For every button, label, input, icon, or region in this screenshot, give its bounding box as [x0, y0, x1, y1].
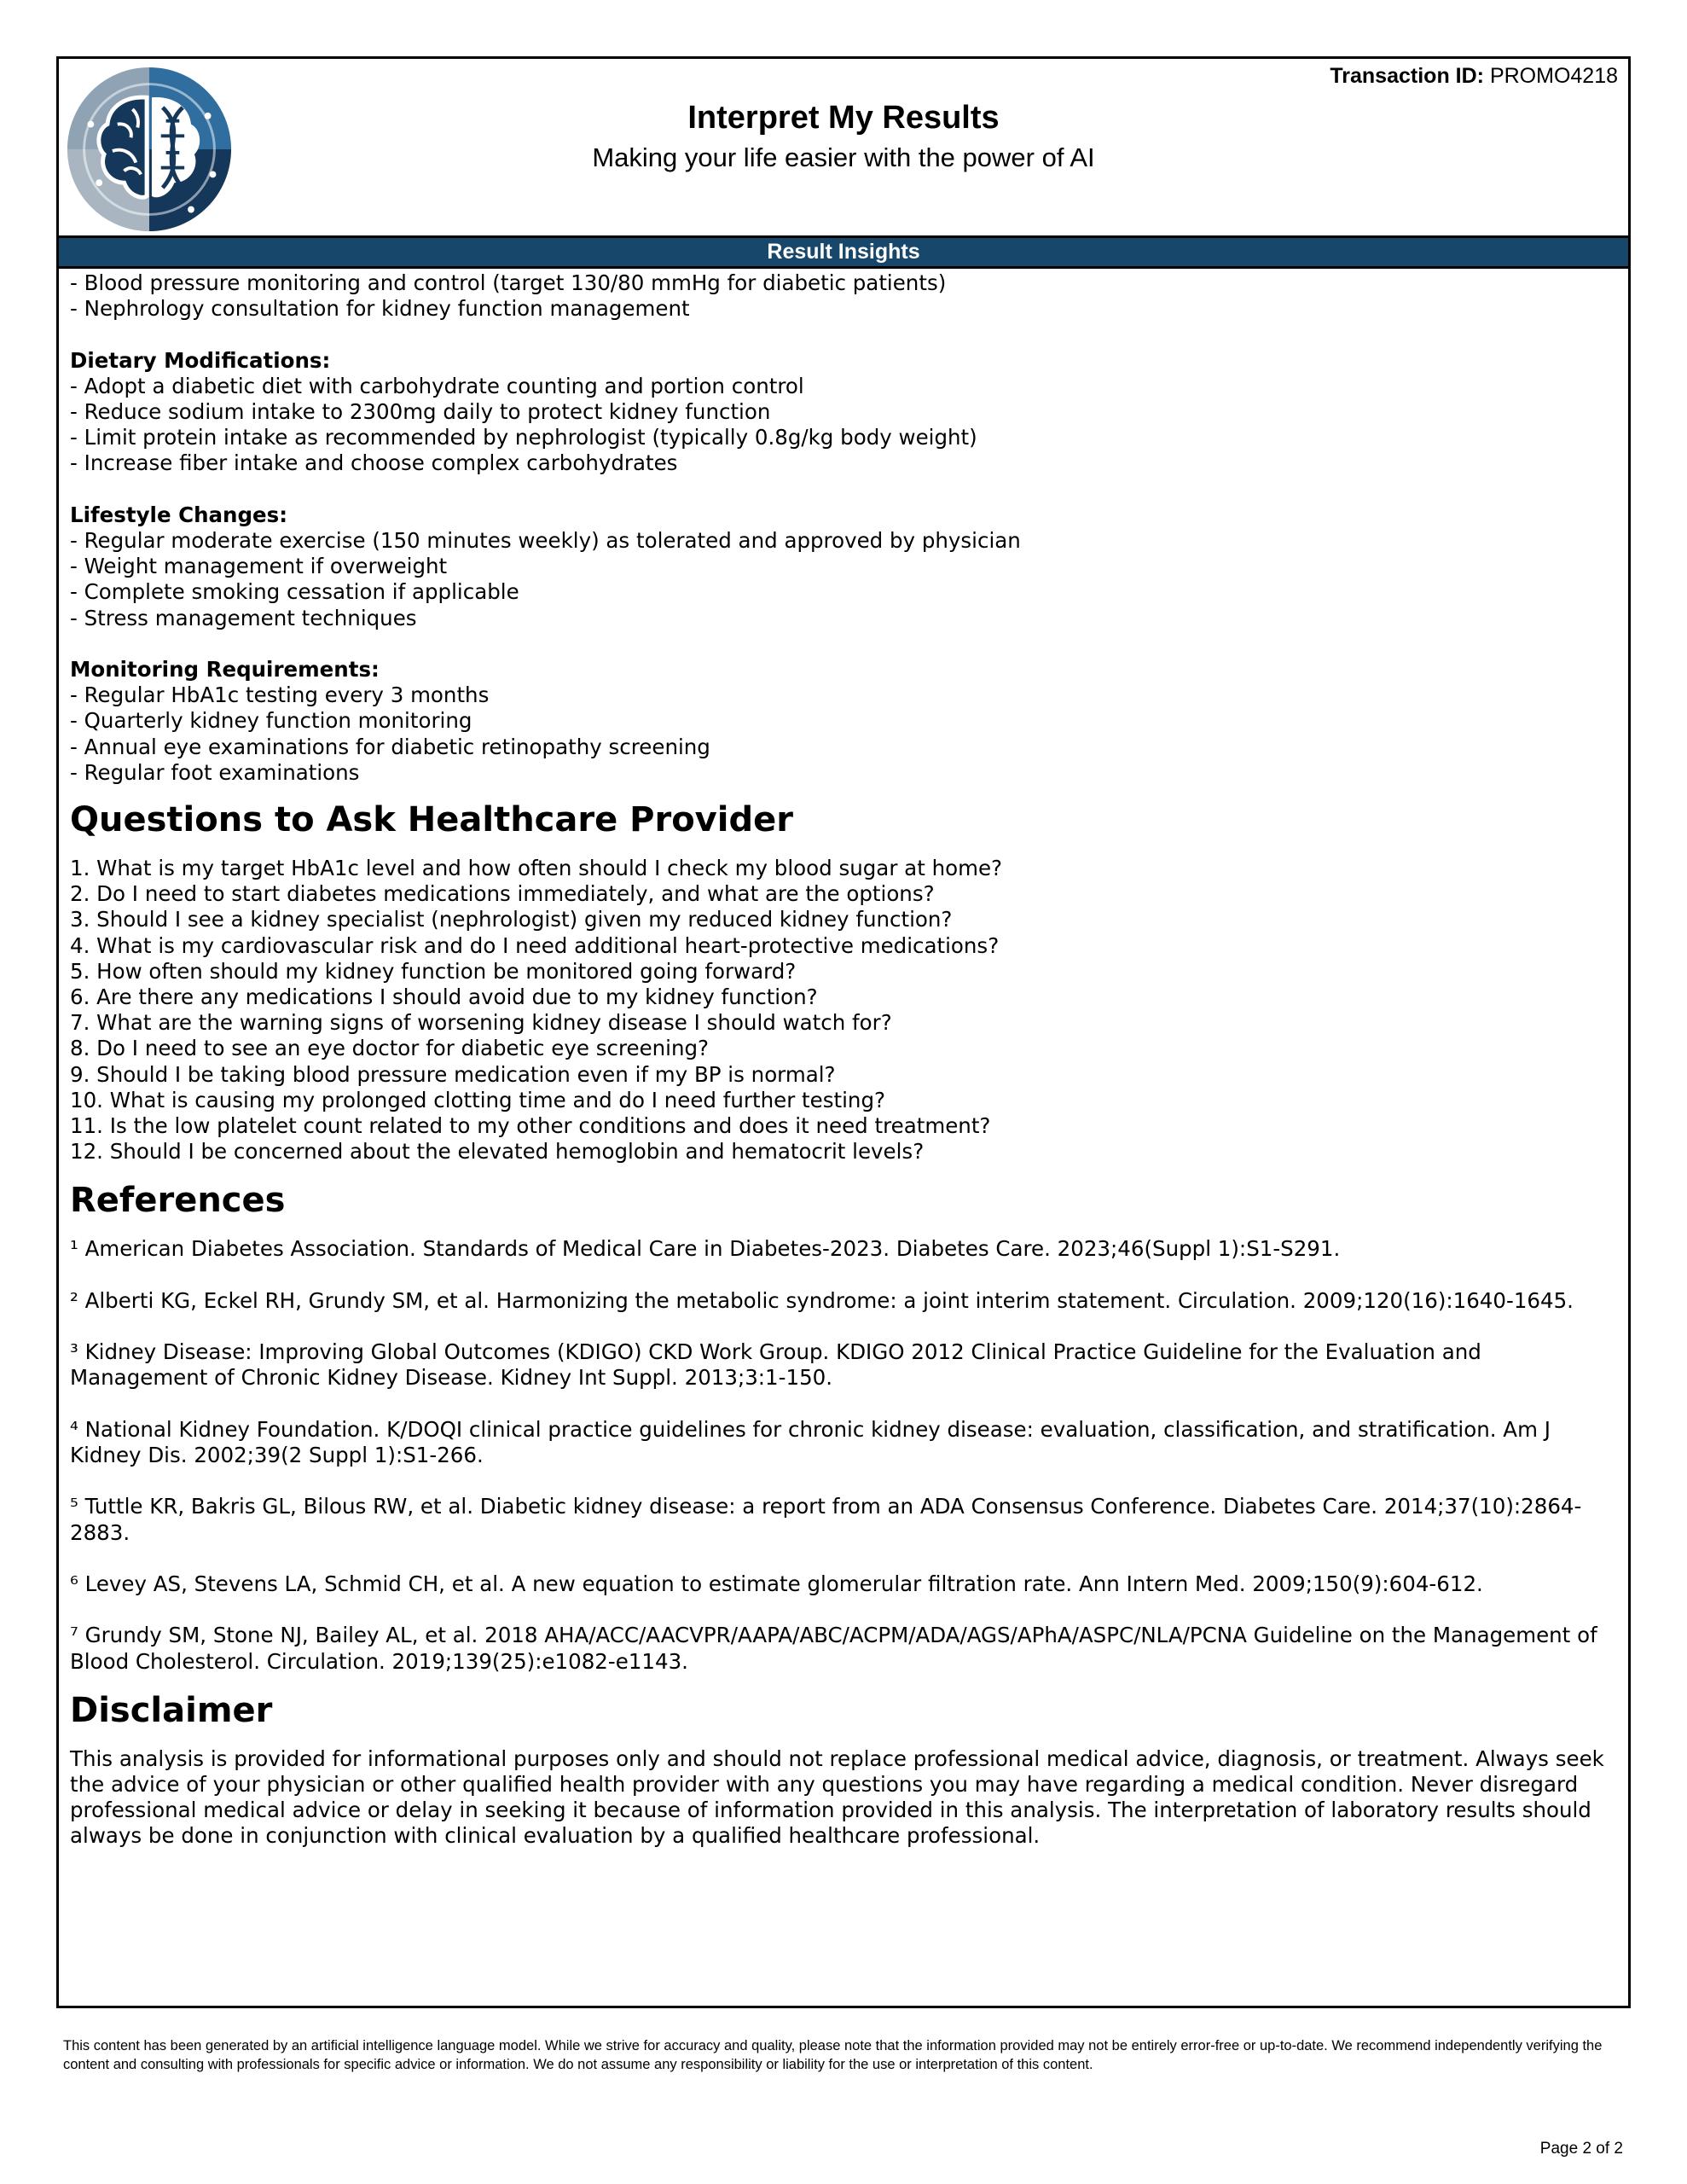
reference-item: ³ Kidney Disease: Improving Global Outcomes (KDIGO) CKD Work Group. KDIGO 2012 Clinical Practice Guideline for the Evaluation and Management of Chronic Kidney Disease. Kidney Int Suppl. 2013;3:1-150. [70, 1339, 1481, 1391]
questions-heading: Questions to Ask Healthcare Provider [70, 800, 793, 840]
reference-item: ⁷ Grundy SM, Stone NJ, Bailey AL, et al. 2018 AHA/ACC/AACVPR/AAPA/ABC/ACPM/ADA/AGS/APhA/ASPC/NLA/PCNA Guideline on the Management of Blood Cholesterol. Circulation. 2019;139(25):e1082-e1143. [70, 1623, 1597, 1674]
question-item: 8. Do I need to see an eye doctor for diabetic eye screening? [70, 1036, 710, 1061]
reference-item: ¹ American Diabetes Association. Standards of Medical Care in Diabetes-2023. Diabetes Care. 2023;46(Suppl 1):S1-S291. [70, 1236, 1341, 1262]
question-item: 5. How often should my kidney function be monitored going forward? [70, 958, 797, 984]
question-item: 2. Do I need to start diabetes medications immediately, and what are the options? [70, 881, 935, 907]
report-subtitle: Making your life easier with the power of AI [592, 142, 1095, 172]
page-number: Page 2 of 2 [1539, 2140, 1623, 2158]
list-item: - Limit protein intake as recommended by nephrologist (typically 0.8g/kg body weight) [70, 425, 977, 450]
transaction-value: PROMO4218 [1489, 64, 1618, 88]
question-item: 3. Should I see a kidney specialist (nephrologist) given my reduced kidney function? [70, 907, 953, 932]
transaction-label: Transaction ID: [1330, 64, 1484, 88]
question-item: 1. What is my target HbA1c level and how often should I check my blood sugar at home? [70, 856, 1003, 881]
reference-item: ⁵ Tuttle KR, Bakris GL, Bilous RW, et al. Diabetic kidney disease: a report from an ADA Consensus Conference. Diabetes Care. 2014;37(10):2864-2883. [70, 1494, 1582, 1545]
disclaimer-body [70, 1746, 1620, 1850]
list-item: - Weight management if overweight [70, 554, 448, 579]
list-item: - Annual eye examinations for diabetic retinopathy screening [70, 734, 710, 759]
question-item: 4. What is my cardiovascular risk and do I need additional heart-protective medications? [70, 932, 1000, 958]
question-item: 6. Are there any medications I should avoid due to my kidney function? [70, 985, 818, 1010]
report-frame [56, 56, 1631, 2008]
question-item: 10. What is causing my prolonged clotting time and do I need further testing? [70, 1087, 886, 1112]
report-content [70, 270, 1620, 1850]
list-item: - Stress management techniques [70, 605, 417, 630]
question-item: 12. Should I be concerned about the elevated hemoglobin and hematocrit levels? [70, 1139, 925, 1165]
lifestyle-heading: Lifestyle Changes: [70, 502, 288, 527]
list-item: - Nephrology consultation for kidney function management [70, 296, 690, 322]
disclaimer-heading: Disclaimer [70, 1690, 273, 1730]
result-insights-bar: Result Insights [59, 238, 1628, 269]
list-item: - Blood pressure monitoring and control (target 130/80 mmHg for diabetic patients) [70, 270, 947, 295]
question-item: 7. What are the warning signs of worsening kidney disease I should watch for? [70, 1010, 892, 1036]
list-item: - Regular moderate exercise (150 minutes weekly) as tolerated and approved by physician [70, 528, 1021, 553]
question-item: 9. Should I be taking blood pressure medication even if my BP is normal? [70, 1061, 836, 1087]
ai-disclaimer-footer: This content has been generated by an artificial intelligence language model. While we strive for accuracy and quality, please note that the information provided may not be entirely error-free or up-to-date. We recommend independently verifying the content and consulting with professionals for specific advice or information. We do not assume any responsibility or liability for the use or interpretation of this content. [63, 2038, 1603, 2072]
report-header [59, 59, 1628, 238]
question-item: 11. Is the low platelet count related to my other conditions and does it need treatment? [70, 1113, 991, 1139]
reference-item: ⁶ Levey AS, Stevens LA, Schmid CH, et al. A new equation to estimate glomerular filtration rate. Ann Intern Med. 2009;150(9):604-612. [70, 1571, 1483, 1597]
reference-item: ² Alberti KG, Eckel RH, Grundy SM, et al. Harmonizing the metabolic syndrome: a joint interim statement. Circulation. 2009;120(16):1640-1645. [70, 1287, 1574, 1313]
transaction-id [1330, 64, 1618, 89]
list-item: - Regular foot examinations [70, 759, 360, 785]
list-item: - Complete smoking cessation if applicable [70, 579, 519, 605]
reference-item: ⁴ National Kidney Foundation. K/DOQI clinical practice guidelines for chronic kidney disease: evaluation, classification, and stratification. Am J Kidney Dis. 2002;39(2 Suppl 1):S1-266. [70, 1416, 1551, 1468]
list-item: - Quarterly kidney function monitoring [70, 708, 472, 734]
list-item: - Increase fiber intake and choose complex carbohydrates [70, 450, 678, 476]
monitoring-heading: Monitoring Requirements: [70, 657, 380, 682]
references-heading: References [70, 1181, 286, 1221]
report-title: Interpret My Results [687, 100, 1000, 136]
list-item: - Regular HbA1c testing every 3 months [70, 682, 490, 708]
list-item: - Reduce sodium intake to 2300mg daily to protect kidney function [70, 399, 771, 424]
list-item: - Adopt a diabetic diet with carbohydrate counting and portion control [70, 373, 804, 398]
disclaimer-text: This analysis is provided for informational purposes only and should not replace professional medical advice, diagnosis, or treatment. Always seek the advice of your physician or other qualified health provider with any questions you may have regarding a medical condition. Never disregard professional medical advice or delay in seeking it because of information provided in this analysis. The interpretation of laboratory results should always be done in conjunction with clinical evaluation by a qualified healthcare professional. [70, 1745, 1604, 1849]
dietary-heading: Dietary Modifications: [70, 347, 331, 373]
